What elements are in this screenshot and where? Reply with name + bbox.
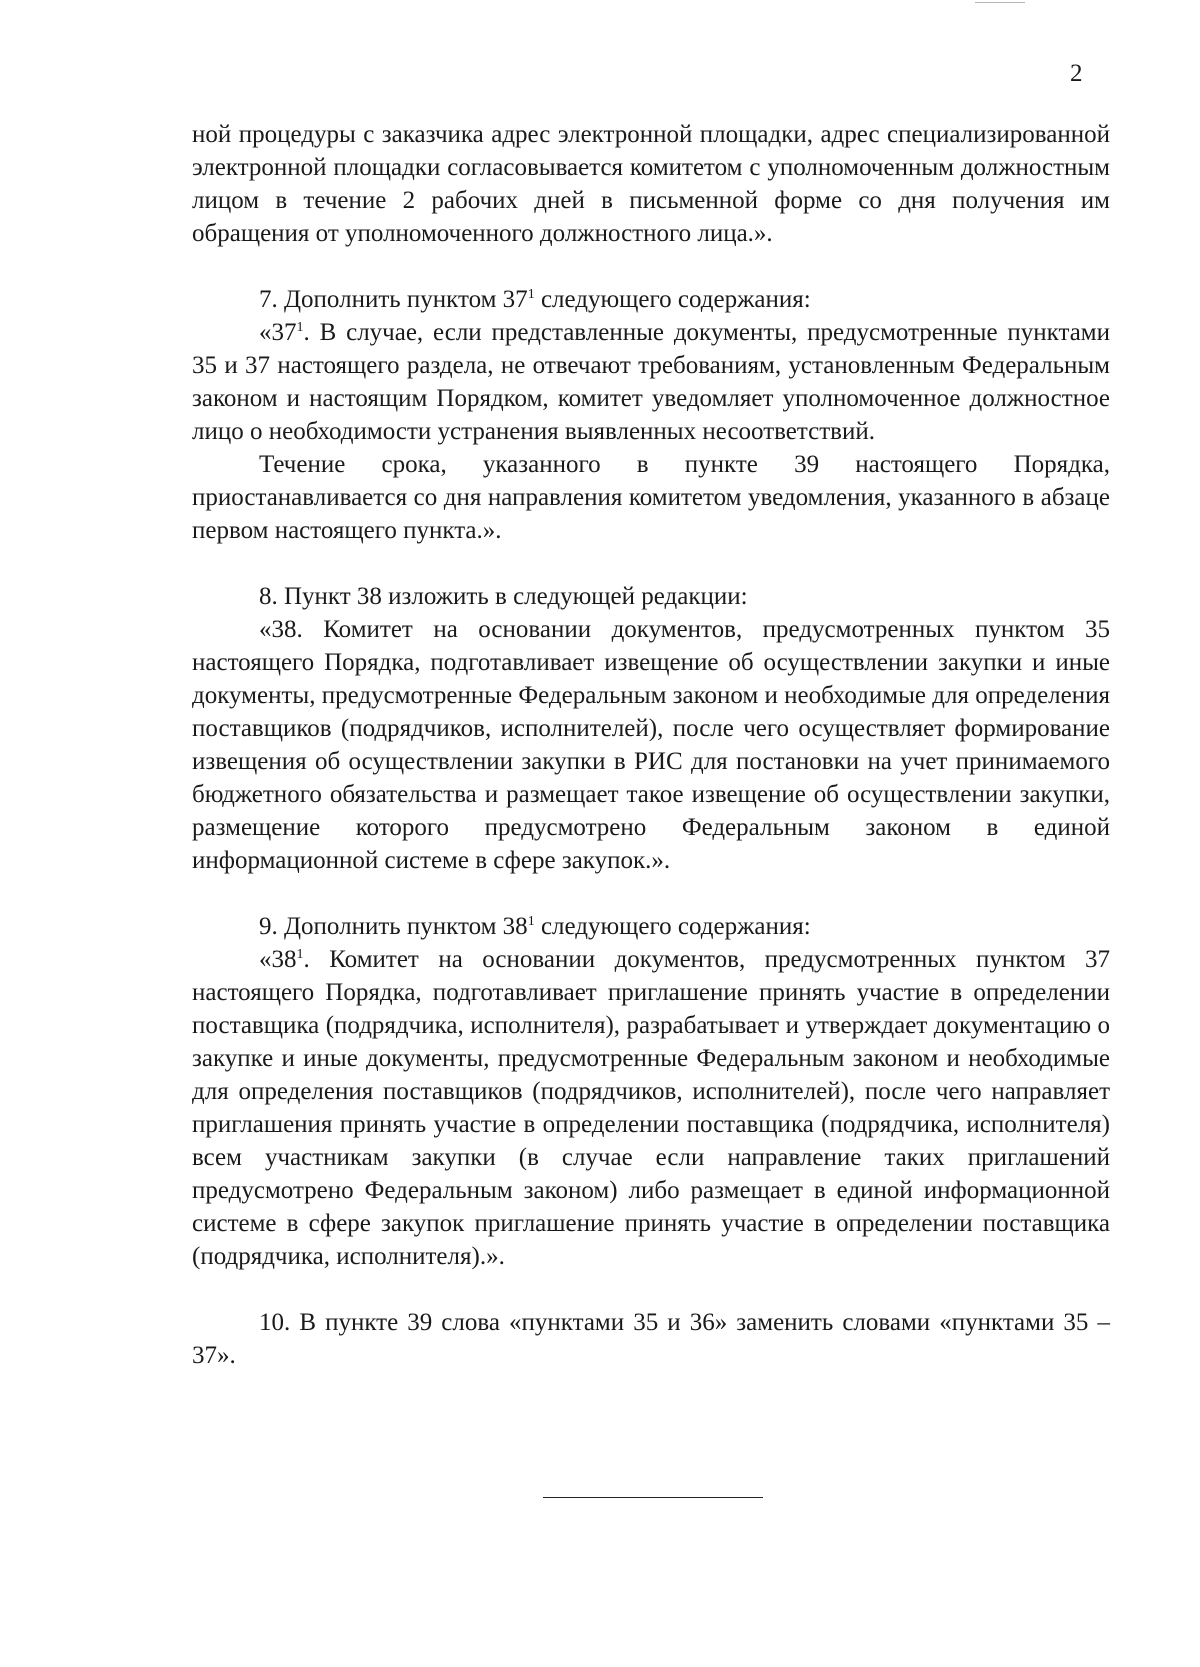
item-7-paragraph-1-text: . В случае, если представленные документы, предусмотренные пунктами 35 и 37 настоящего раздела, не отвечают требованиям, установленным Федеральным законом и настоящим Порядком, комитет уведомляет уполномоченное должностное лицо о необходимости устранения выявленных несоответствий. (192, 319, 1110, 445)
superscript: 1 (296, 320, 304, 335)
item-9-heading-tail: следующего содержания: (534, 913, 811, 940)
item-9-heading (192, 910, 1110, 943)
item-7-quote-start: «37 (259, 319, 297, 346)
item-9-paragraph-1 (192, 943, 1110, 1273)
scan-artifact-line (975, 2, 1025, 3)
document-body (192, 118, 1110, 1372)
paragraph-continuation: ной процедуры с заказчика адрес электронной площадки, адрес специализированной электронной площадки согласовывается комитетом с уполномоченным должностным лицом в течение 2 рабочих дней в письменной форме со дня получения им обращения от уполномоченного должностного лица.». (192, 121, 1110, 247)
closing-divider (543, 1497, 763, 1498)
item-9-heading-text: 9. Дополнить пунктом 38 (259, 913, 528, 940)
item-7-paragraph-1 (192, 316, 1110, 448)
superscript: 1 (527, 914, 535, 929)
item-7-heading-tail: следующего содержания: (534, 286, 811, 313)
page-number: 2 (1070, 60, 1083, 87)
superscript: 1 (527, 287, 535, 302)
item-9-quote-start: «38 (259, 946, 297, 973)
item-8-paragraph-1: «38. Комитет на основании документов, предусмотренных пунктом 35 настоящего Порядка, подготавливает извещение об осуществлении закупки и иные документы, предусмотренные Федеральным законом и необходимые для определения поставщиков (подрядчиков, исполнителей), после чего осуществляет формирование извещения об осуществлении закупки в РИС для постановки на учет принимаемого бюджетного обязательства и размещает такое извещение об осуществлении закупки, размещение которого предусмотрено Федеральным законом в единой информационной системе в сфере закупок.». (192, 616, 1110, 874)
item-9-paragraph-1-text: . Комитет на основании документов, предусмотренных пунктом 37 настоящего Порядка, подготавливает приглашение принять участие в определении поставщика (подрядчика, исполнителя), разрабатывает и утверждает документацию о закупке и иные документы, предусмотренные Федеральным законом и необходимые для определения поставщиков (подрядчиков, исполнителей), после чего направляет приглашения принять участие в определении поставщика (подрядчика, исполнителя) всем участникам закупки (в случае если направление таких приглашений предусмотрено Федеральным законом) либо размещает в единой информационной системе в сфере закупок приглашение принять участие в определении поставщика (подрядчика, исполнителя).». (192, 946, 1110, 1270)
item-7-heading (192, 283, 1110, 316)
item-7-heading-text: 7. Дополнить пунктом 37 (259, 286, 528, 313)
superscript: 1 (296, 947, 304, 962)
item-8-heading: 8. Пункт 38 изложить в следующей редакции: (259, 583, 748, 610)
item-10-paragraph: 10. В пункте 39 слова «пунктами 35 и 36» заменить словами «пунктами 35 – 37». (192, 1309, 1110, 1369)
item-7-paragraph-2: Течение срока, указанного в пункте 39 настоящего Порядка, приостанавливается со дня направления комитетом уведомления, указанного в абзаце первом настоящего пункта.». (192, 451, 1110, 544)
